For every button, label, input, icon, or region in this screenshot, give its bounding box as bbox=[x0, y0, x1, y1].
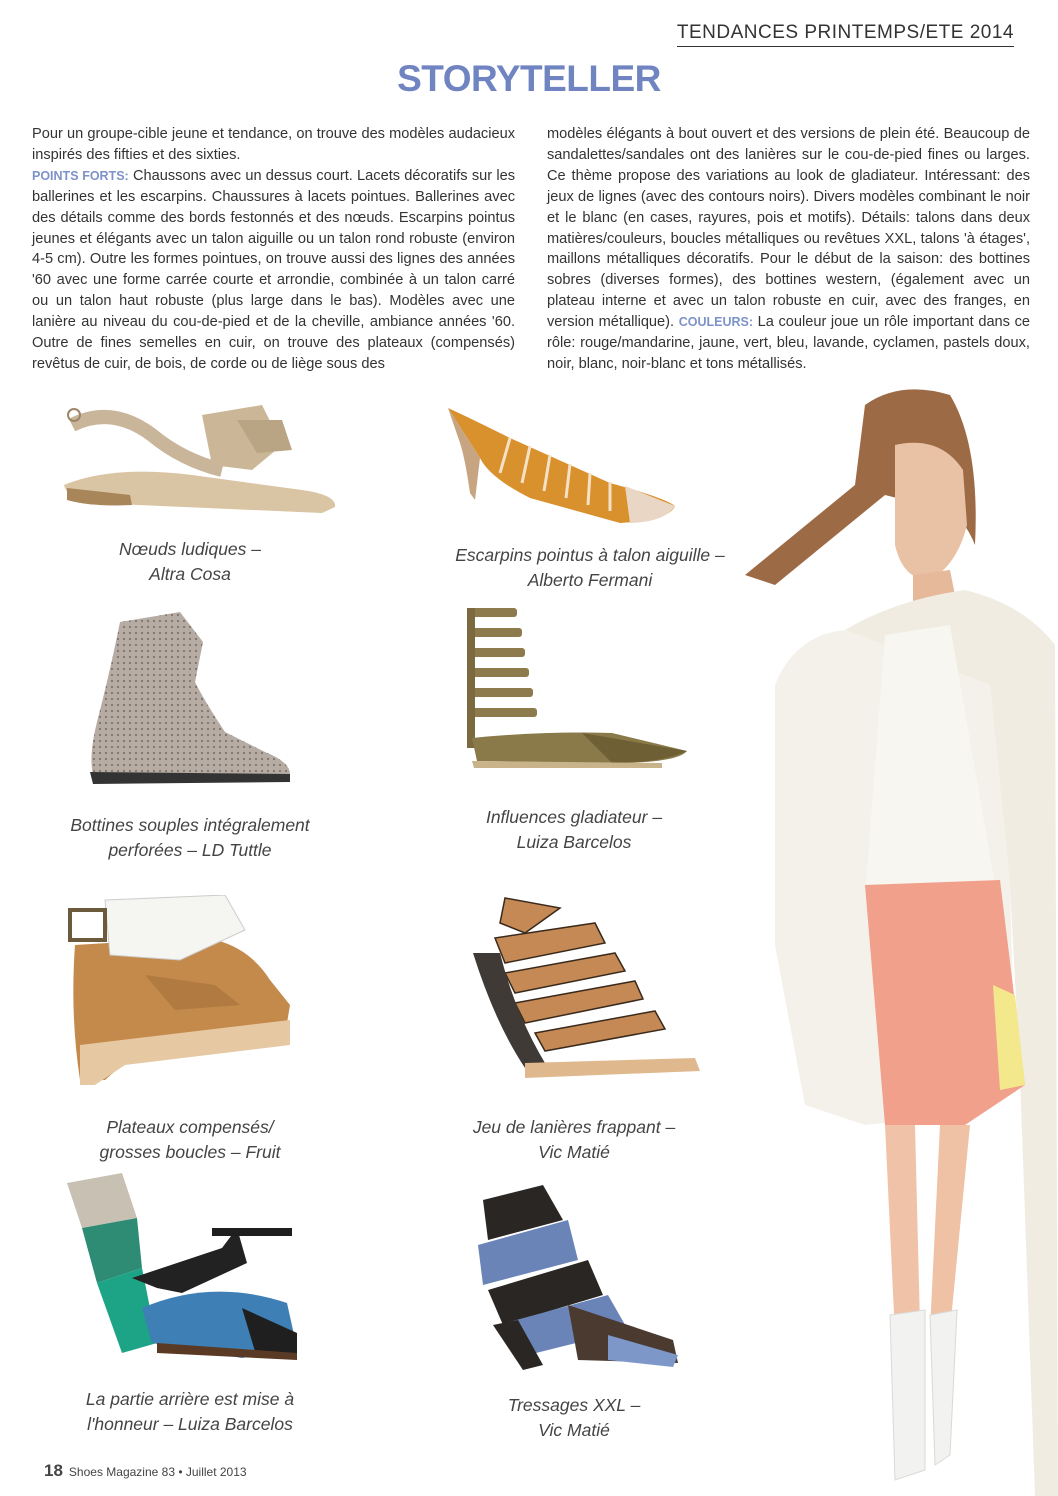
product-caption: Plateaux compensés/ grosses boucles – Fruit bbox=[99, 1117, 281, 1162]
model-photo bbox=[735, 385, 1058, 1496]
couleurs-label: COULEURS: bbox=[678, 315, 754, 330]
product-image-tstrap-block-heel bbox=[62, 1168, 307, 1383]
product-caption: Jeu de lanières frappant – Vic Matié bbox=[472, 1117, 676, 1162]
magazine-issue: Shoes Magazine 83 • Juillet 2013 bbox=[68, 1465, 247, 1479]
right-column-text: modèles élégants à bout ouvert et des versions de plein été. Beaucoup de sandalettes/sandales ont des lanières sur le cou-de-pied fines ou larges. Ce thème propose des variations au look de gladiateur. Intéressant: des jeux de lignes (avec des contours noirs). Divers modèles combinant le noir et le blanc (en cases, rayures, pois et motifs). Détails: talons dans deux matières/couleurs, boucles métalliques ou revêtues XXL, talons 'à étages', maillons métalliques décoratifs. Pour le début de la saison: des bottines sobres (diverses formes), des bottines western, (également avec un plateau interne et avec un talon robuste en cuir, avec des franges, en version métallique). bbox=[547, 126, 1030, 331]
product-caption: Bottines souples intégralement perforées – LD Tuttle bbox=[70, 815, 310, 860]
section-rubric: TENDANCES PRINTEMPS/ETE 2014 bbox=[677, 22, 1014, 47]
product-image-perforated-bootie bbox=[85, 612, 295, 787]
points-forts-text: Chaussons avec un dessus court. Lacets décoratifs sur les ballerines et les escarpins. Chaussures à lacets pointues. Ballerines avec des détails comme des bords festonnés et des nœuds. Escarpins pointus jeunes et élégants avec un talon aiguille ou un talon rond robuste (environ 4-5 cm). Outre les formes pointues, on trouve aussi des lignes des années '60 avec une forme carrée courte et arrondie, combinée à un talon carré ou un talon haut robuste (plus large dans le bas). Modèles avec une lanière au niveau du cou-de-pied et de la cheville, ambiance années '60. Outre de fines semelles en cuir, on trouve des plateaux (compensés) revêtus de cuir, de bois, de corde ou de liège sous des bbox=[32, 167, 516, 372]
article-column-right bbox=[547, 124, 1030, 375]
couleurs-text: La couleur joue un rôle important dans ce rôle: rouge/mandarine, jaune, vert, bleu, lavande, cyclamen, pastels doux, noir, blanc, noir-blanc et tons métallisés. bbox=[547, 314, 1030, 372]
page-number: 18 bbox=[44, 1461, 63, 1480]
product-caption: Nœuds ludiques – Altra Cosa bbox=[118, 539, 262, 584]
product-caption: La partie arrière est mise à l'honneur – Luiza Barcelos bbox=[85, 1389, 295, 1434]
intro-text: Pour un groupe-cible jeune et tendance, on trouve des modèles audacieux inspirés des fifties et des sixties. bbox=[32, 126, 515, 163]
article-column-left bbox=[32, 124, 515, 375]
product-image-wedge-buckle bbox=[65, 895, 295, 1090]
article-title: STORYTELLER bbox=[397, 58, 661, 99]
product-image-pointed-pump bbox=[440, 398, 680, 528]
product-caption: Escarpins pointus à talon aiguille – Alberto Fermani bbox=[455, 545, 725, 590]
product-image-strappy-sandal bbox=[465, 893, 705, 1088]
product-image-gladiator-flat bbox=[462, 603, 697, 778]
page-footer bbox=[44, 1461, 247, 1481]
product-caption: Influences gladiateur – Luiza Barcelos bbox=[485, 807, 663, 852]
points-forts-label: POINTS FORTS: bbox=[32, 168, 129, 183]
product-image-bow-sandal bbox=[52, 395, 342, 530]
product-image-braided-bootie bbox=[468, 1185, 688, 1380]
product-caption: Tressages XXL – Vic Matié bbox=[507, 1395, 641, 1440]
